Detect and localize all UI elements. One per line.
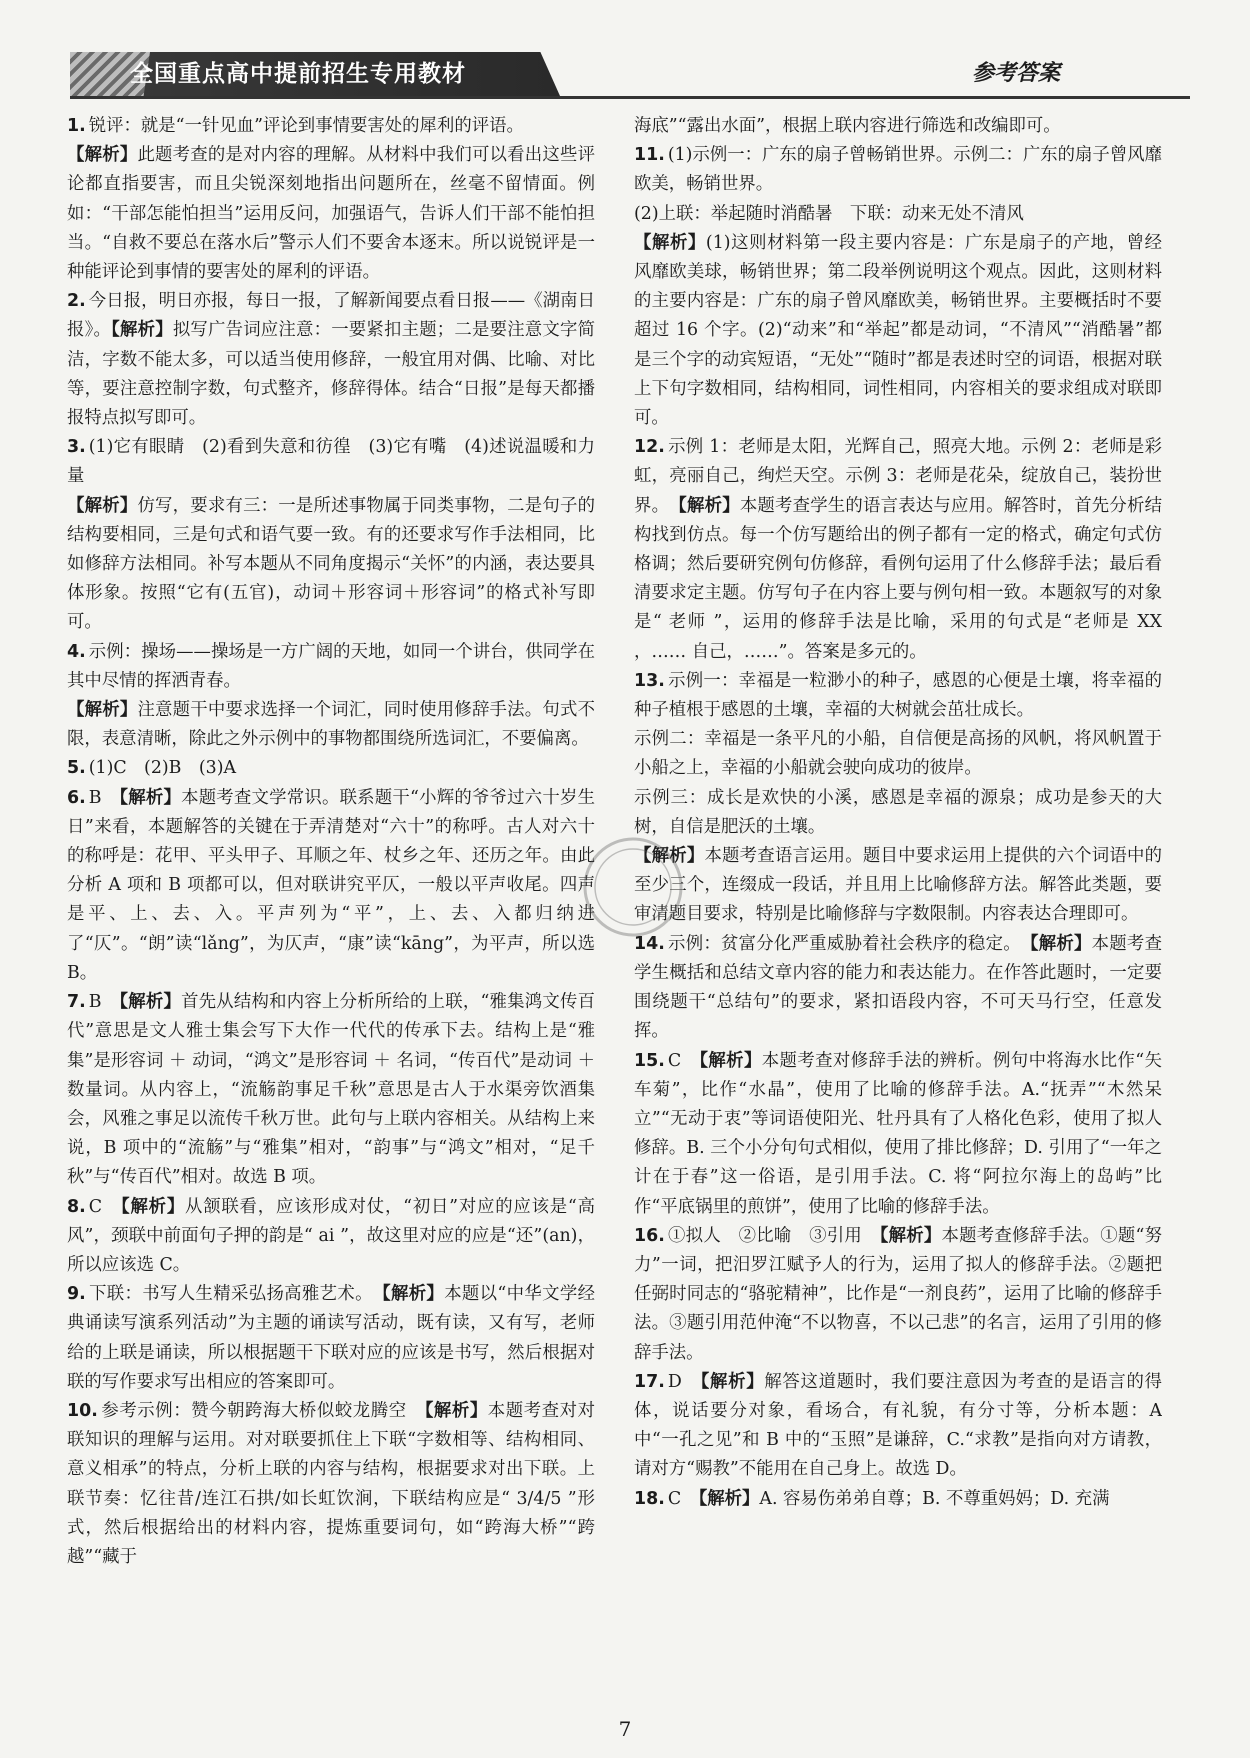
answer-text: 示例：操场——操场是一方广阔的天地，如同一个讲台，供同学在其中尽情的挥洒青春。 [67, 641, 595, 691]
answer-text: 本题考查学生概括和总结文章内容的能力和表达能力。在作答此题时，一定要围绕题干“总结句”的要求，紧扣语段内容，不可天马行空，任意发挥。 [634, 933, 1162, 1042]
question-number: 13. [634, 670, 665, 691]
page-number: 7 [618, 1717, 632, 1741]
answer-paragraph [67, 287, 595, 433]
answer-text: (1)C (2)B (3)A [88, 758, 237, 779]
answer-item [67, 988, 595, 1192]
question-number: 8. [67, 1196, 86, 1217]
analysis-tag: 【解析】 [121, 1196, 186, 1217]
answer-paragraph [634, 667, 1162, 725]
answer-paragraph [67, 141, 595, 287]
answer-text: 本题以“中华文学经典诵读写演系列活动”为主题的诵读写活动，既有读，又有写，老师给的上联是诵读，所以根据题干下联对应的应该是书写，然后根据对联的写作要求写出相应的答案即可。 [67, 1284, 595, 1392]
answer-paragraph [634, 842, 1162, 930]
answer-paragraph [634, 930, 1162, 1047]
answer-paragraph [67, 492, 595, 638]
question-number: 16. [634, 1225, 665, 1246]
answer-text: ①拟人 ②比喻 ③引用 [667, 1225, 880, 1246]
question-number: 7. [67, 992, 86, 1013]
analysis-tag: 【解析】 [678, 495, 740, 516]
question-number: 17. [634, 1371, 665, 1392]
answer-text: 下联：书写人生精采弘扬高雅艺术。 [88, 1284, 382, 1305]
analysis-tag: 【解析】 [700, 1371, 765, 1392]
stamp-seal [578, 832, 688, 942]
analysis-tag: 【解析】 [879, 1225, 942, 1246]
answer-text: 示例 1：老师是太阳，光辉自己，照亮大地。示例 2：老师是彩虹，亮丽自己，绚烂天空。示例 3：老师是花朵，绽放自己，装扮世界。 [634, 437, 1162, 516]
answer-item [634, 141, 1162, 433]
analysis-tag: 【解析】 [381, 1284, 445, 1305]
answer-text: 本题考查语言运用。题目中要求运用上提供的六个词语中的至少三个，连缀成一段话，并且用上比喻修辞方法。解答此类题，要审清题目要求，特别是比喻修辞与字数限制。内容表达合理即可。 [634, 846, 1162, 925]
answer-text: 示例三：成长是欢快的小溪，感恩是幸福的源泉；成功是参天的大树，自信是肥沃的土壤。 [634, 787, 1162, 837]
analysis-tag: 【解析】 [698, 1488, 760, 1509]
right-column [634, 112, 1162, 1697]
answer-item [634, 930, 1162, 1047]
answer-item [67, 287, 595, 433]
answer-item [634, 1047, 1162, 1222]
answer-text: D [667, 1371, 701, 1392]
analysis-tag: 【解析】 [699, 1050, 762, 1071]
analysis-tag: 【解析】 [67, 700, 138, 721]
answer-text: 从颔联看，应该形成对仗，“初日”对应的应该是“高风”，颈联中前面句子押的韵是“ ai ”，故这里对应的应是“还”(an)，所以应该选 C。 [67, 1196, 595, 1275]
answer-item [67, 754, 595, 783]
answer-text: 参考示例：赞今朝跨海大桥似蛟龙腾空 [100, 1400, 425, 1421]
answer-text: 锐评：就是“一针见血”评论到事情要害处的犀利的评语。 [88, 116, 524, 136]
answer-paragraph [634, 1047, 1162, 1222]
answer-item [67, 1397, 595, 1572]
analysis-tag: 【解析】 [67, 495, 138, 516]
answer-item [634, 433, 1162, 667]
answer-text: 海底”“露出水面”，根据上联内容进行筛选和改编即可。 [634, 116, 1061, 136]
answer-item [67, 1280, 595, 1397]
answer-text: 仿写，要求有三：一是所述事物属于同类事物，二是句子的结构要相同，三是句式和语气要一致。有的还要求写作手法相同，比如修辞方法相同。补写本题从不同角度揭示“关怀”的内涵，表达要具体形象。按照“它有(五官)，动词＋形容词＋形容词”的格式补写即可。 [67, 495, 595, 633]
answer-paragraph [634, 784, 1162, 842]
answer-text: B [88, 992, 120, 1013]
answer-paragraph [67, 433, 595, 491]
header-title: 全国重点高中提前招生专用教材 [130, 61, 466, 87]
answer-text: 示例：贫富分化严重威胁着社会秩序的稳定。 [667, 933, 1030, 954]
question-number: 10. [67, 1400, 98, 1421]
answer-text: (1)这则材料第一段主要内容是：广东是扇子的产地，曾经风靡欧美球，畅销世界；第二段举例说明这个观点。因此，这则材料的主要内容是：广东的扇子曾风靡欧美，畅销世界。主要概括时不要超过 16 个字。(2)“动来”和“举起”都是动词，“不清风”“消酷暑”都是三个字的动宾短语，“无处”“随时”都是表述时空的词语，根据对联上下句字数相同，结构相同，词性相同，内容相关的要求组成对联即可。 [634, 232, 1162, 429]
answer-item [634, 112, 1162, 141]
answer-text: 解答这道题时，我们要注意因为考查的是语言的得体，说话要分对象，看场合，有礼貌，有分寸等，分析本题：A 中“一孔之见”和 B 中的“玉照”是谦辞，C.“求教”是指向对方请教，请对方“赐教”不能用在自己身上。故选 D。 [634, 1371, 1162, 1480]
question-number: 11. [634, 145, 665, 166]
answer-text: 本题考查对对联知识的理解与运用。对对联要抓住上下联“字数相等、结构相同、意义相承”的特点，分析上联的内容与结构，根据要求对出下联。上联节奏：忆往昔/连江石拱/如长虹饮涧，下联结构应是“ 3/4/5 ”形式，然后根据给出的材料内容，提炼重要词句，如“跨海大桥”“跨越”“藏于 [67, 1400, 595, 1567]
answer-item [67, 433, 595, 637]
answer-paragraph [67, 988, 595, 1192]
answer-paragraph [67, 1280, 595, 1397]
answer-paragraph [634, 229, 1162, 433]
analysis-tag: 【解析】 [1029, 933, 1092, 954]
answer-text: 本题考查学生的语言表达与应用。解答时，首先分析结构找到仿点。每一个仿写题给出的例子都有一定的格式，确定句式仿格调；然后要研究例句仿修辞，看例句运用了什么修辞手法；最后看清要求定主题。仿写句子在内容上要与例句相一致。本题叙写的对象是“ 老师 ”，运用的修辞手法是比喻，采用的句式是“老师是 XX ，…… 自己，……”。答案是多元的。 [634, 495, 1162, 662]
answer-item [634, 1368, 1162, 1485]
answer-item [67, 112, 595, 287]
question-number: 6. [67, 787, 86, 808]
answer-paragraph [634, 200, 1162, 229]
answer-paragraph [634, 433, 1162, 667]
question-number: 18. [634, 1488, 665, 1509]
answer-item [67, 784, 595, 988]
answer-text: (2)上联：举起随时消酷暑 下联：动来无处不清风 [634, 203, 1024, 224]
answer-item [634, 1485, 1162, 1514]
answer-paragraph [634, 112, 1162, 141]
answer-paragraph [634, 1222, 1162, 1368]
answer-paragraph [67, 638, 595, 696]
question-number: 9. [67, 1284, 86, 1305]
answer-paragraph [634, 1368, 1162, 1485]
header-divider [70, 96, 1190, 99]
answer-paragraph [67, 754, 595, 783]
question-number: 3. [67, 437, 86, 458]
analysis-tag: 【解析】 [67, 145, 138, 166]
answer-paragraph [67, 112, 595, 141]
answer-text: 示例二：幸福是一条平凡的小船，自信便是高扬的风帆，将风帆置于小船之上，幸福的小船就会驶向成功的彼岸。 [634, 729, 1162, 779]
analysis-tag: 【解析】 [634, 846, 705, 867]
answer-paragraph [634, 1485, 1162, 1514]
question-number: 1. [67, 116, 86, 136]
answer-text: A. 容易伤弟弟自尊；B. 不尊重妈妈；D. 充满 [759, 1488, 1110, 1509]
answer-text: 示例一：幸福是一粒渺小的种子，感恩的心便是土壤，将幸福的种子植根于感恩的土壤，幸福的大树就会茁壮成长。 [634, 670, 1162, 721]
answer-text: 今日报，明日亦报，每日一报，了解新闻要点看日报——《湖南日报》。 [67, 291, 595, 341]
analysis-tag: 【解析】 [634, 232, 706, 253]
answer-paragraph [634, 725, 1162, 783]
analysis-tag: 【解析】 [424, 1400, 488, 1421]
question-number: 2. [67, 291, 86, 312]
answer-text: 本题考查文学常识。联系题干“小辉的爷爷过六十岁生日”来看，本题解答的关键在于弄清楚对“六十”的称呼。古人对六十的称呼是：花甲、平头甲子、耳顺之年、杖乡之年、还历之年。由此分析 A 项和 B 项都可以，但对联讲究平仄，一般以平声收尾。四声是平、上、去、入。平声列为“平”，上、去、入都归纳进了“仄”。“朗”读“lǎng”，为仄声，“康”读“kāng”，为平声，所以选 B。 [67, 787, 595, 983]
question-number: 5. [67, 758, 86, 779]
answer-text: C [88, 1196, 121, 1217]
answer-text: 本题考查修辞手法。①题“努力”一词，把汨罗江赋予人的行为，运用了拟人的修辞手法。②题把任弼时同志的“骆驼精神”，比作是“一剂良药”，运用了比喻的修辞手法。③题引用范仲淹“不以物喜，不以己悲”的名言，运用了引用的修辞手法。 [634, 1225, 1162, 1363]
analysis-tag: 【解析】 [111, 320, 173, 341]
answer-text: C [667, 1050, 700, 1071]
answer-text: 本题考查对修辞手法的辨析。例句中将海水比作“矢车菊”，比作“水晶”，使用了比喻的修辞手法。A.“抚弄”“木然呆立”“无动于衷”等词语使阳光、牡丹具有了人格化色彩，使用了拟人修辞。B. 三个小分句句式相似，使用了排比修辞；D. 引用了“一年之计在于春”这一俗语，是引用手法。C. 将“阿拉尔海上的岛屿”比作“平底锅里的煎饼”，使用了比喻的修辞手法。 [634, 1050, 1162, 1217]
answer-paragraph [67, 1193, 595, 1281]
left-column [67, 112, 595, 1697]
answer-text: (1)它有眼睛 (2)看到失意和彷徨 (3)它有嘴 (4)述说温暖和力量 [67, 437, 595, 487]
answer-paragraph [67, 696, 595, 754]
answer-item [634, 1222, 1162, 1368]
analysis-tag: 【解析】 [119, 787, 182, 808]
answer-text: (1)示例一：广东的扇子曾畅销世界。示例二：广东的扇子曾风靡欧美，畅销世界。 [634, 145, 1162, 195]
answer-paragraph [634, 141, 1162, 199]
answer-text: B [88, 787, 120, 808]
answer-text: 首先从结构和内容上分析所给的上联，“雅集鸿文传百代”意思是文人雅士集会写下大作一代代的传承下去。结构上是“雅集”是形容词 ＋ 动词，“鸿文”是形容词 ＋ 名词，“传百代”是动词 ＋ 数量词。从内容上，“流觞韵事足千秋”意思是古人于水渠旁饮酒集会，风雅之事足以流传千秋万世。此句与上联内容相关。从结构上来说，B 项中的“流觞”与“雅集”相对，“韵事”与“鸿文”相对，“足千秋”与“传百代”相对。故选 B 项。 [67, 992, 595, 1188]
question-number: 14. [634, 933, 665, 954]
answer-text: 拟写广告词应注意：一要紧扣主题；二是要注意文字简洁，字数不能太多，可以适当使用修辞，一般宜用对偶、比喻、对比等，要注意控制字数，句式整齐，修辞得体。结合“日报”是每天都播报特点拟写即可。 [67, 320, 595, 429]
analysis-tag: 【解析】 [119, 992, 182, 1013]
answer-text: 此题考查的是对内容的理解。从材料中我们可以看出这些评论都直指要害，而且尖锐深刻地指出问题所在，丝毫不留情面。例如：“干部怎能怕担当”运用反问，加强语气，告诉人们干部不能怕担当。“自救不要总在落水后”警示人们不要舍本逐末。所以说锐评是一种能评论到事情的要害处的犀利的评语。 [67, 145, 595, 283]
question-number: 12. [634, 437, 665, 458]
question-number: 15. [634, 1050, 665, 1071]
answer-paragraph [67, 1397, 595, 1572]
question-number: 4. [67, 641, 86, 662]
header-section-label: 参考答案 [971, 60, 1060, 86]
seal-icon [578, 832, 688, 942]
answer-paragraph [67, 784, 595, 988]
answer-item [634, 667, 1162, 930]
answer-item [67, 638, 595, 755]
answer-text: 注意题干中要求选择一个词汇，同时使用修辞手法。句式不限，表意清晰，除此之外示例中的事物都围绕所选词汇，不要偏离。 [67, 700, 595, 750]
answer-item [67, 1193, 595, 1281]
answer-text: C [667, 1488, 699, 1509]
